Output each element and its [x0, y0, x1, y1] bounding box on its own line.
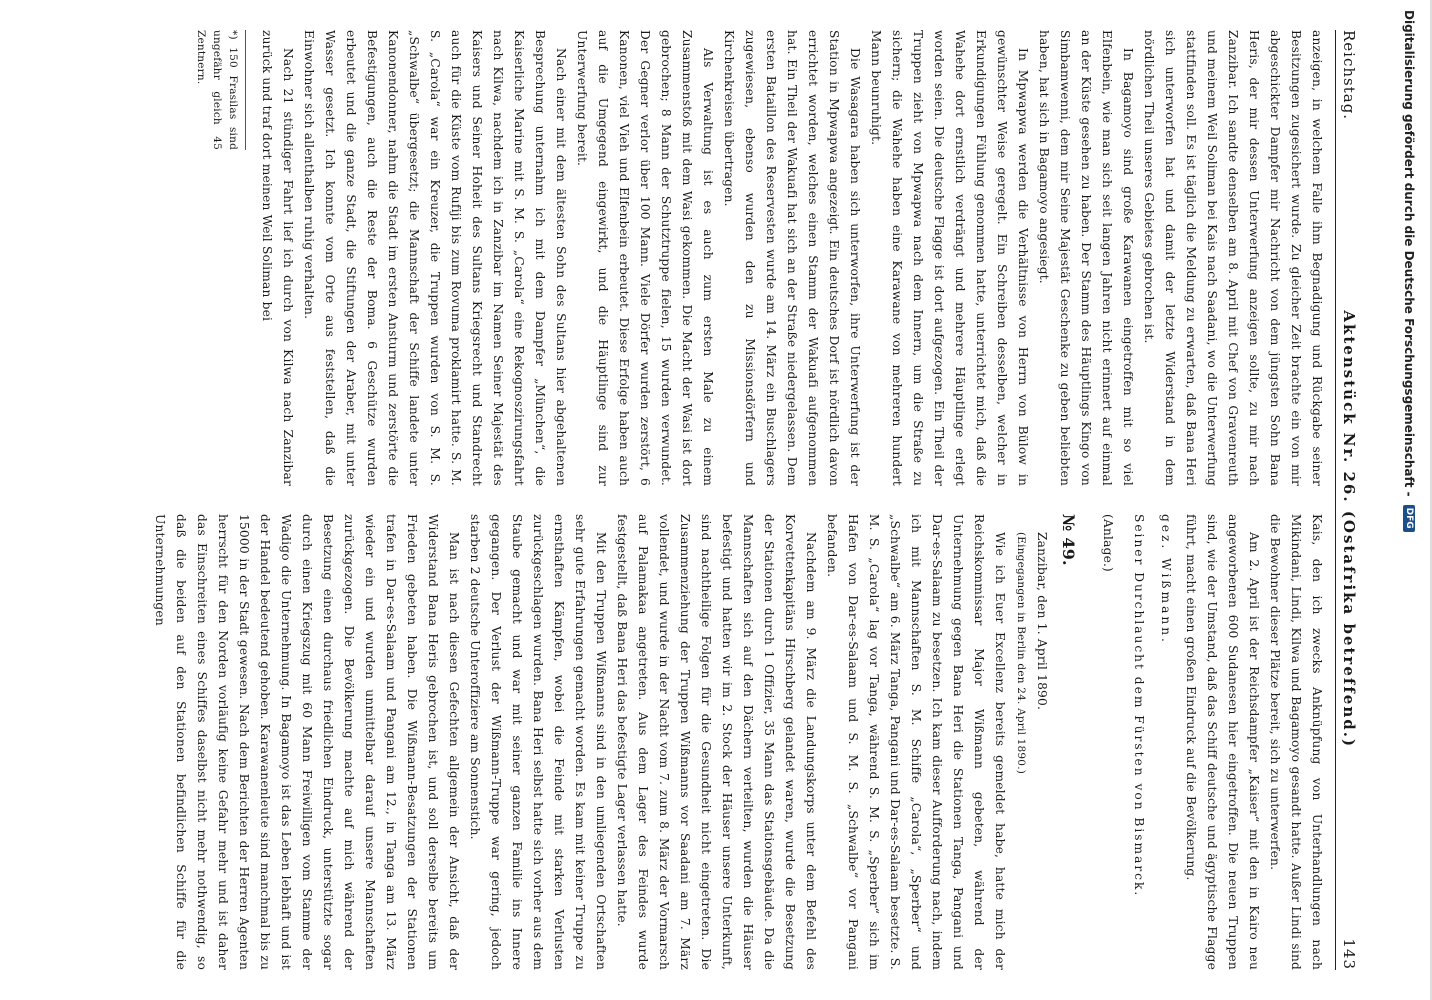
- paragraph: Die Wasagara haben sich unterworfen, ihre Unterwerfung ist der Station in Mpwapwa angezeigt. Ein deutsches Dorf ist nördlich davon errichtet worden, welches einen Stamm der Wakuafi aufgenommen hat. Ein Theil der Wakuafi hat sich an der Straße niedergelassen. Dem ersten Bataillon des Reservesten wurde am 14. März ein Buschlagers zugewiesen, ebenso wurden den zu Missionsdörfern und Kirchenkreisen übertragen.: [722, 30, 862, 486]
- running-header: [1340, 30, 1376, 970]
- document-page: [16, 20, 1376, 980]
- header-left: Reichstag.: [1340, 30, 1358, 121]
- paragraph: Als Verwaltung ist es auch zum ersten Male zu einem Zusammenstoß mit dem Wasi gekommen. Die Macht der Wasi ist dort gebrochen; 8 Mann der Schutztruppe fielen, 15 wurden verwundet. Der Gegner verlor über 100 Mann. Viele Dörfer wurden zerstört, 6 Kanonen, viel Vieh und Elfenbein erbeutet. Diese Erfolge haben auch auf die Umgegend eingewirkt, und die Häuptlinge sind zur Unterwerfung bereit.: [575, 30, 715, 486]
- footnote: [193, 30, 246, 150]
- paragraph: In Mpwapwa werden die Verhältnisse von Herrn von Bülow in gewünschter Weise geregelt. Ein Schreiben desselben, welcher in Erkundigungen Fühlung genommen hatte, unterrichtet mich, daß die Wahehe dort ernstlich verdrängt und mehrere Häuptlinge erlegt worden seien. Die deutsche Flagge ist dort aufgezogen. Ein Theil der Truppen zieht von Mpwapwa nach dem Innern, um die Straße zu sichern; die Wahehe haben eine Karawane von mehreren hundert Mann beunruhigt.: [869, 30, 1030, 486]
- paragraph: Man ist nach diesen Gefechten allgemein der Ansicht, daß der Widerstand Bana Heris gebrochen ist, und soll derselbe bereits um Frieden gebeten haben. Die Wißmann-Besatzungen der Stationen trafen in Dar-es-Salaam und Pangani am 12., in Tanga am 13. März wieder ein und wurden unmittelbar darauf unsere Mannschaften zurückgezogen. Die Bevölkerung machte auf mich während der Besetzung einen durchaus friedlichen Eindruck, unterstützte sogar durch einen Kriegszug mit 60 Mann Freiwilligen vom Stamme der Wadigo die Unternehmung. In Bagamoyo ist das Leben lebhaft und ist der Handel bedeutend gehoben. Karawanenleute sind manchmal bis zu 15000 in der Stadt gewesen. Nach dem Berichten der Herren Agenten herrscht für den Norden vorläufig keine Gefahr mehr und ist daher das Einschreiten eines Schiffes daselbst nicht mehr nothwendig, so daß die beiden auf den Stationen befindlichen Schiffe für die Unternehmungen: [153, 514, 461, 970]
- document-number: № 49.: [1059, 514, 1078, 566]
- columns: [149, 30, 1327, 970]
- signature: gez. Wißmann.: [1159, 514, 1173, 645]
- received-note: (Eingegangen in Berlin den 24. April 1890.): [1015, 532, 1027, 775]
- paragraph: Am 2. April ist der Reichsdampfer „Kaiser“ mit den in Kairo neu angeworbenen 600 Sudanesen hier eingetroffen. Die neuen Truppen sind, wie der Umstand, daß das Schiff deutsche und ägyptische Flagge führt, macht einen großen Eindruck auf die Bevölkerung.: [1184, 514, 1261, 970]
- header-center-suffix: (Ostafrika betreffend.): [1340, 510, 1358, 749]
- page-number: 143: [1340, 938, 1358, 970]
- header-rule: [1335, 30, 1336, 970]
- place-date: Zanzibar, den 1. April 1890.: [1035, 532, 1049, 711]
- header-center: [1340, 120, 1358, 938]
- paragraph: Kais, den ich zwecks Anknüpfung von Unterhandlungen nach Mikindani, Lindi, Kilwa und Bagamoyo gesandt hatte. Außer Lindi sind die Bewohner dieser Plätze bereit, sich zu unterwerfen.: [1268, 514, 1324, 970]
- annex-label: (Anlage.): [1101, 514, 1115, 573]
- paragraph: Nachdem am 9. März die Landungskorps unter dem Befehl des Korvettenkapitäns Hirschberg gelandet waren, wurde die Besetzung der Stationen durch 1 Offizier, 35 Mann das Stationsgebäude. Da die Mannschaften sich auf den Dächern verteilten, wurden die Häuser befestigt und hatten wir im 2. Stock der Häuser unsere Unterkunft, sind nachtheilige Folgen für die Gesundheit nicht eingetreten. Die Zusammenziehung der Truppen Wißmanns vor Saadani am 7. März vollendet, und wurde in der Nacht vom 7. zum 8. März der Vormarsch auf Palamakaa angetreten. Aus dem Lager des Feindes wurde festgestellt, daß Bana Heri das befestigte Lager verlassen hatte.: [615, 514, 818, 970]
- notice-text: Digitalisierung gefördert durch die Deutsche Forschungsgemeinschaft -: [1402, 10, 1416, 497]
- digitization-notice: [1398, 10, 1420, 990]
- paragraph: Wie ich Euer Excellenz bereits gemeldet habe, hatte mich der Reichskommissar Major Wißmann gebeten, während der Unternehmung gegen Bana Heri die Stationen Tanga, Pangani und Dar-es-Salaam zu besetzen. Ich kam dieser Aufforderung nach, indem ich mit Mannschaften S. M. Schiffe „Carola“, „Sperber“ und „Schwalbe“ am 6. März Tanga, Pangani und Dar-es-Salaam besetzte. S. M. S. „Carola“ lag vor Tanga, während S. M. S. „Sperber“ sich im Hafen von Dar-es-Salaam und S. M. S. „Schwalbe“ vor Pangani befanden.: [825, 514, 1007, 970]
- paragraph: Mit den Truppen Wißmanns sind in den umliegenden Ortschaften sehr gute Erfahrungen gemacht worden. Es kam mit keiner Truppe zu ernsthaften Kämpfen, wobei die Feinde mit starken Verlusten zurückgeschlagen wurden. Bana Heri selbst hatte sich vorher aus dem Staube gemacht und war mit seiner ganzen Familie ins Innere gegangen. Der Verlust der Wißmann-Truppe war gering, jedoch starben 2 deutsche Unteroffiziere am Sonnenstich.: [468, 514, 608, 970]
- left-column: [149, 30, 1327, 486]
- paragraph: anzeigen, in welchem Falle ihm Begnadigung und Rückgabe seiner Besitzungen zugesichert wurde. Zu gleicher Zeit brachte ein von mir abgeschickter Dampfer mir Nachricht von dem jüngsten Sohn Bana Heris, der mir dessen Unterwerfung anzeigen sollte, zu mir nach Zanzibar. Ich sandte denselben am 8. April mit Chef von Gravenreuth und meinem Weil Soliman bei Kais nach Saadani, wo die Unterwerfung stattfinden soll. Es ist täglich die Meldung zu erwarten, daß Bana Heri sich unterworfen hat und damit der letzte Widerstand in dem nördlichen Theil unseres Gebietes gebrochen ist.: [1142, 30, 1324, 486]
- paragraph: Nach 21 stündiger Fahrt lief ich durch von Kilwa nach Zanzibar zurück und traf dort meinen Weil Soliman bei: [260, 30, 295, 486]
- addressee: Seiner Durchlaucht dem Fürsten von Bismarck.: [1132, 514, 1146, 898]
- right-column: [149, 514, 1327, 970]
- header-center-title: Aktenstück Nr. 26.: [1340, 310, 1358, 504]
- dfg-logo-icon: DFG: [1403, 505, 1415, 532]
- paragraph: In Bagamoyo sind große Karawanen eingetroffen mit so viel Elfenbein, wie man sich seit langen Jahren nicht erinnert auf einmal an der Küste gesehen zu haben. Der Stamm des Häuptlings Kingo von Simbamwenni, dem mir Seine Majestät Geschenke zu geben beliebten haben, hat sich in Bagamoyo angesiegt.: [1037, 30, 1135, 486]
- paragraph: Nach einer mit dem ältesten Sohn des Sultans hier abgehaltenen Besprechung unternahm ich mit dem Dampfer „München“, die Kaiserliche Marine mit S. M. S. „Carola“ eine Rekognoszirungsfahrt nach Kilwa, nachdem ich in Zanzibar im Namen Seiner Majestät des Kaisers und Seiner Hoheit des Sultans Kriegsrecht und Standrecht auch für die Küste vom Rufiji bis zum Rovuma proklamirt hatte. S. M. S. „Carola“ war ein Kreuzer, die Truppen wurden von S. M. S. „Schwalbe“ übergesetzt; die Mannschaft der Schiffe landete unter Kanonendonner, nahm die Stadt im ersten Ansturm und zerstörte die Befestigungen, auch die Reste der Boma. 6 Geschütze wurden erbeutet und die ganze Stadt, die Stiftungen der Araber, mit unter Wasser gesetzt. Ich konnte vom Orte aus feststellen, daß die Einwohner sich allenthalben ruhig verhalten.: [302, 30, 568, 486]
- footnote-text: *) 150 Frasilas sind ungefähr gleich 45 Zentnern.: [195, 30, 239, 150]
